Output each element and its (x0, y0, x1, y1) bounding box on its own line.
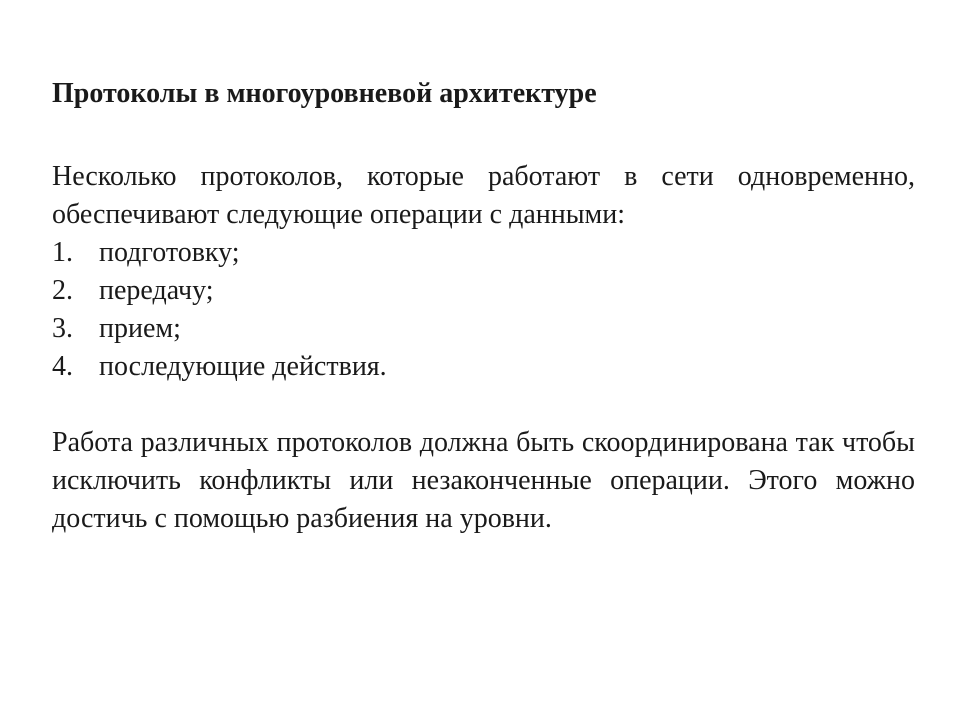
list-item-number: 2. (52, 275, 73, 306)
list-item-number: 1. (52, 237, 73, 268)
operations-list (52, 234, 915, 386)
spacer (52, 386, 915, 424)
list-item (52, 272, 915, 310)
list-item (52, 310, 915, 348)
spacer (52, 118, 915, 158)
list-item-text: передачу; (99, 275, 214, 306)
slide-title: Протоколы в многоуровневой архитектуре (52, 78, 597, 109)
intro-paragraph: Несколько протоколов, которые работают в сети одновременно, обеспечивают следующие операции с данными: (52, 161, 915, 230)
list-item-number: 3. (52, 313, 73, 344)
list-item (52, 348, 915, 386)
list-item (52, 234, 915, 272)
list-item-text: последующие действия. (99, 351, 387, 382)
slide-content (52, 70, 915, 538)
conclusion-paragraph: Работа различных протоколов должна быть скоординирована так чтобы исключить конфликты или незаконченные операции. Этого можно достичь с помощью разбиения на уровни. (52, 427, 915, 534)
list-item-text: прием; (99, 313, 181, 344)
list-item-text: подготовку; (99, 237, 240, 268)
list-item-number: 4. (52, 351, 73, 382)
